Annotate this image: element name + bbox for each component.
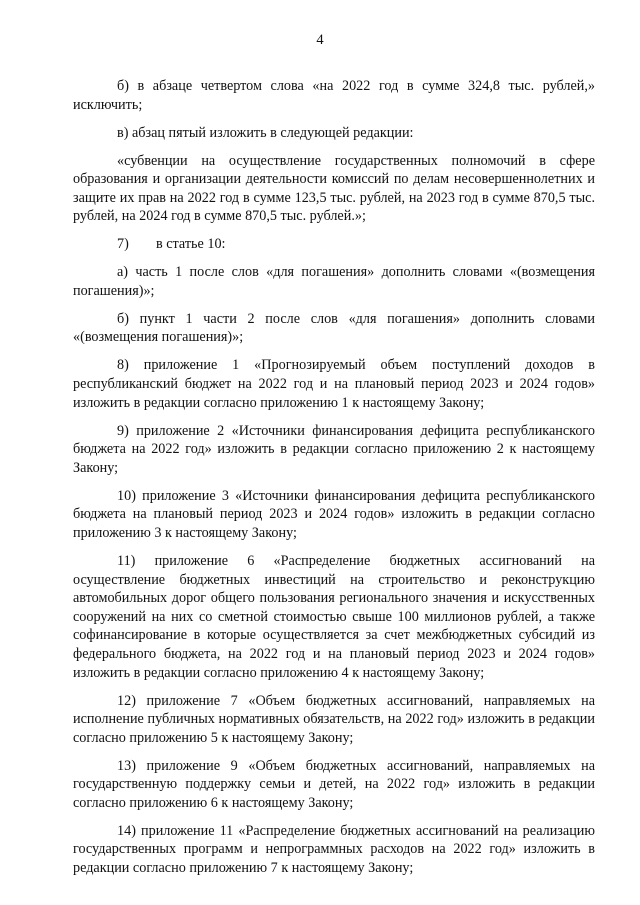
- item-12-appendix-7: 12) приложение 7 «Объем бюджетных ассигнований, направляемых на исполнение публичных нормативных обязательств, на 2022 год» изложить в редакции согласно приложению 5 к настоящему Закону;: [73, 692, 595, 746]
- paragraph-a-part-1: а) часть 1 после слов «для погашения» дополнить словами «(возмещения погашения)»;: [73, 264, 595, 299]
- item-7-article-10: [73, 235, 595, 254]
- item-10-appendix-3: 10) приложение 3 «Источники финансирования дефицита республиканского бюджета на плановый период 2023 и 2024 годов» изложить в редакции согласно приложению 3 к настоящему Закону;: [73, 487, 595, 541]
- item-7-number: 7): [117, 236, 129, 253]
- page-number: 4: [316, 32, 324, 48]
- item-9-appendix-2: 9) приложение 2 «Источники финансирования дефицита республиканского бюджета на 2022 год» изложить в редакции согласно приложению 2 к настоящему Закону;: [73, 422, 595, 476]
- item-13-appendix-9: 13) приложение 9 «Объем бюджетных ассигнований, направляемых на государственную поддержку семьи и детей, на 2022 год» изложить в редакции согласно приложению 6 к настоящему Закону;: [73, 757, 595, 811]
- item-11-appendix-6: 11) приложение 6 «Распределение бюджетных ассигнований на осуществление бюджетных инвестиций на строительство и реконструкцию автомобильных дорог общего пользования регионального значения и искусственных сооружений на них со сметной стоимостью свыше 100 миллионов рублей, а также софинансирование в которые осуществляется за счет межбюджетных субсидий из федерального бюджета, на 2022 год и на плановый период 2023 и 2024 годов» изложить в редакции согласно приложению 4 к настоящему Закону;: [73, 552, 595, 681]
- item-7-text: в статье 10:: [156, 236, 226, 253]
- item-14-appendix-11: 14) приложение 11 «Распределение бюджетных ассигнований на реализацию государственных программ и непрограммных расходов на 2022 год» изложить в редакции согласно приложению 7 к настоящему Закону;: [73, 822, 595, 877]
- paragraph-b-point-1: б) пункт 1 части 2 после слов «для погашения» дополнить словами «(возмещения погашения)»;: [73, 310, 595, 346]
- paragraph-subventions-quote: «субвенции на осуществление государственных полномочий в сфере образования и организации деятельности комиссий по делам несовершеннолетних и защите их прав на 2022 год в сумме 123,5 тыс. рублей, на 2023 год в сумме 870,5 тыс. рублей, на 2024 год в сумме 870,5 тыс. рублей.»;: [73, 152, 595, 225]
- item-8-appendix-1: 8) приложение 1 «Прогнозируемый объем поступлений доходов в республиканский бюджет на 2022 год и на плановый период 2023 и 2024 годов» изложить в редакции согласно приложению 1 к настоящему Закону;: [73, 357, 595, 411]
- paragraph-v-new-wording: в) абзац пятый изложить в следующей редакции:: [117, 124, 414, 141]
- document-body: [73, 77, 595, 887]
- paragraph-b-delete-words: б) в абзаце четвертом слова «на 2022 год в сумме 324,8 тыс. рублей,» исключить;: [73, 78, 595, 113]
